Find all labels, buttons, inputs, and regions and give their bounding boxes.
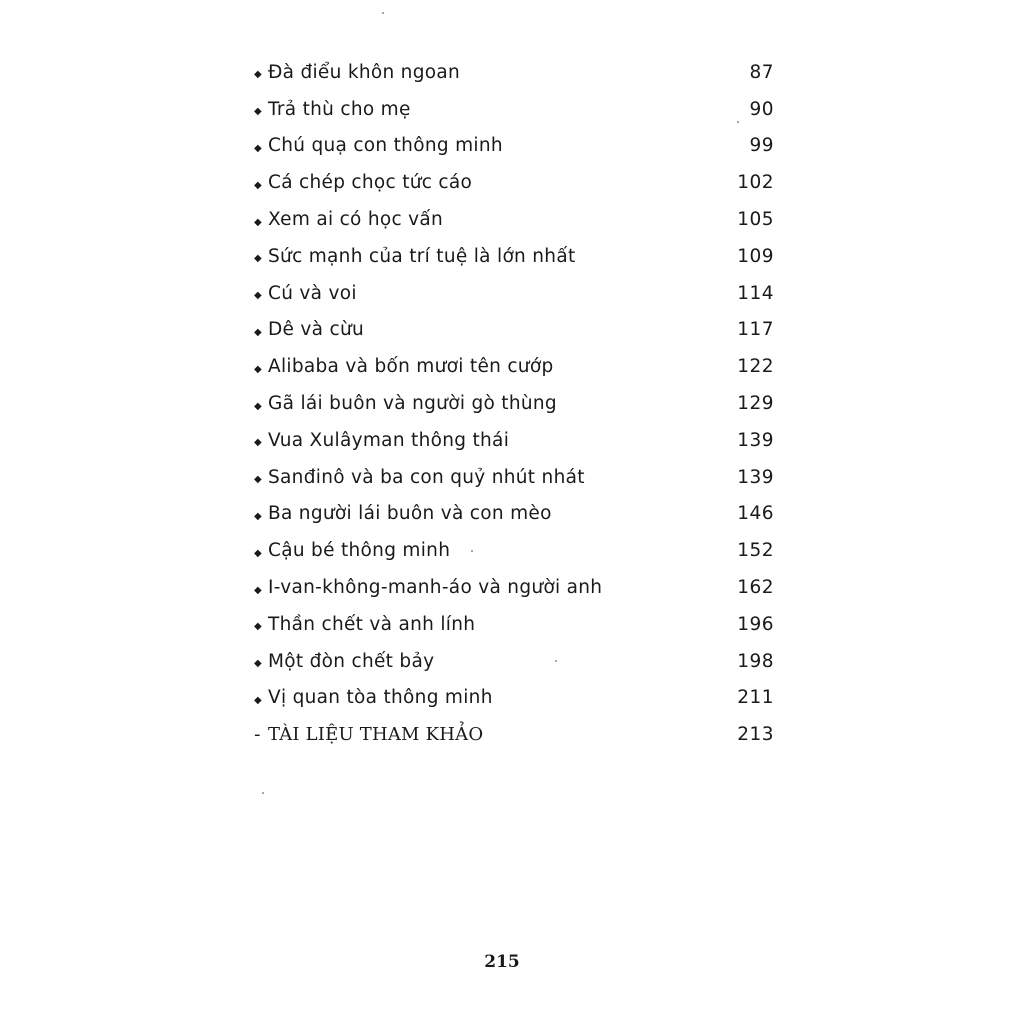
- print-speck: [555, 660, 557, 662]
- diamond-bullet-icon: ◆: [254, 437, 262, 449]
- table-of-contents: [254, 54, 774, 753]
- toc-entry: [254, 164, 774, 201]
- toc-entry-page: 139: [737, 466, 774, 488]
- toc-entry: [254, 201, 774, 238]
- diamond-bullet-icon: ◆: [254, 363, 262, 375]
- toc-entry-title: Cú và voi: [268, 282, 357, 304]
- toc-entry-title: Vị quan tòa thông minh: [268, 687, 493, 709]
- diamond-bullet-icon: ◆: [254, 290, 262, 302]
- toc-entry-page: 109: [737, 245, 774, 267]
- toc-entry: [254, 91, 774, 128]
- toc-entry: [254, 643, 774, 680]
- diamond-bullet-icon: ◆: [254, 326, 262, 338]
- toc-entry-title: Thần chết và anh lính: [268, 613, 476, 635]
- toc-entry-page: 152: [737, 540, 774, 562]
- toc-entry-title: Gã lái buôn và người gò thùng: [268, 393, 557, 415]
- toc-entry-page: 162: [737, 577, 774, 599]
- toc-entry-title: I-van-không-manh-áo và người anh: [268, 577, 603, 599]
- diamond-bullet-icon: ◆: [254, 621, 262, 633]
- toc-entry: [254, 312, 774, 349]
- toc-entry-page: 87: [749, 61, 774, 83]
- diamond-bullet-icon: ◆: [254, 216, 262, 228]
- toc-entry-page: 99: [749, 135, 774, 157]
- print-speck: [262, 792, 264, 794]
- diamond-bullet-icon: ◆: [254, 142, 262, 154]
- dash-marker: -: [254, 723, 261, 745]
- diamond-bullet-icon: ◆: [254, 106, 262, 118]
- diamond-bullet-icon: ◆: [254, 694, 262, 706]
- toc-entry-page: 196: [737, 613, 774, 635]
- page-number: 215: [484, 952, 520, 972]
- toc-entry-page: 129: [737, 393, 774, 415]
- toc-entry-title: TÀI LIỆU THAM KHẢO: [268, 724, 484, 746]
- diamond-bullet-icon: ◆: [254, 69, 262, 81]
- diamond-bullet-icon: ◆: [254, 179, 262, 191]
- toc-entry-page: 198: [737, 650, 774, 672]
- diamond-bullet-icon: ◆: [254, 474, 262, 486]
- toc-entry: [254, 385, 774, 422]
- toc-entry-page: 122: [737, 356, 774, 378]
- toc-entry: [254, 569, 774, 606]
- toc-entry-page: 139: [737, 429, 774, 451]
- toc-entry-title: Sanđinô và ba con quỷ nhút nhát: [268, 466, 585, 488]
- toc-entry-title: Ba người lái buôn và con mèo: [268, 503, 552, 525]
- print-speck: [471, 550, 473, 552]
- toc-entry-title: Sức mạnh của trí tuệ là lớn nhất: [268, 245, 576, 267]
- toc-entry-page: 114: [737, 282, 774, 304]
- toc-entry: [254, 680, 774, 717]
- toc-entry-page: 102: [737, 172, 774, 194]
- toc-entry: [254, 532, 774, 569]
- toc-entry-title: Chú quạ con thông minh: [268, 135, 503, 157]
- toc-entry: [254, 348, 774, 385]
- diamond-bullet-icon: ◆: [254, 547, 262, 559]
- toc-entry-page: 90: [749, 98, 774, 120]
- toc-entry: [254, 422, 774, 459]
- toc-entry-page: 117: [737, 319, 774, 341]
- toc-entry: [254, 275, 774, 312]
- toc-entry: [254, 459, 774, 496]
- toc-entry-page: 213: [737, 724, 774, 746]
- toc-entry-title: Dê và cừu: [268, 319, 364, 341]
- diamond-bullet-icon: ◆: [254, 584, 262, 596]
- toc-entry-title: Một đòn chết bảy: [268, 650, 435, 672]
- diamond-bullet-icon: ◆: [254, 658, 262, 670]
- toc-entry-title: Vua Xulâyman thông thái: [268, 429, 510, 451]
- toc-entry-title: Đà điểu khôn ngoan: [268, 61, 461, 83]
- toc-entry: [254, 606, 774, 643]
- toc-entry-title: Cậu bé thông minh: [268, 540, 451, 562]
- toc-entry: [254, 238, 774, 275]
- toc-entry-title: Xem ai có học vấn: [268, 209, 444, 231]
- toc-entry-title: Trả thù cho mẹ: [268, 98, 411, 120]
- toc-entry-page: 146: [737, 503, 774, 525]
- toc-entry-page: 211: [737, 687, 774, 709]
- toc-entry: [254, 128, 774, 165]
- toc-entry-references: [254, 716, 774, 753]
- diamond-bullet-icon: ◆: [254, 253, 262, 265]
- toc-entry-page: 105: [737, 209, 774, 231]
- diamond-bullet-icon: ◆: [254, 400, 262, 412]
- print-speck: [737, 121, 739, 123]
- toc-entry-title: Cá chép chọc tức cáo: [268, 172, 473, 194]
- toc-entry: [254, 54, 774, 91]
- print-speck: [382, 12, 384, 14]
- diamond-bullet-icon: ◆: [254, 510, 262, 522]
- toc-entry-title: Alibaba và bốn mươi tên cướp: [268, 356, 554, 378]
- toc-entry: [254, 496, 774, 533]
